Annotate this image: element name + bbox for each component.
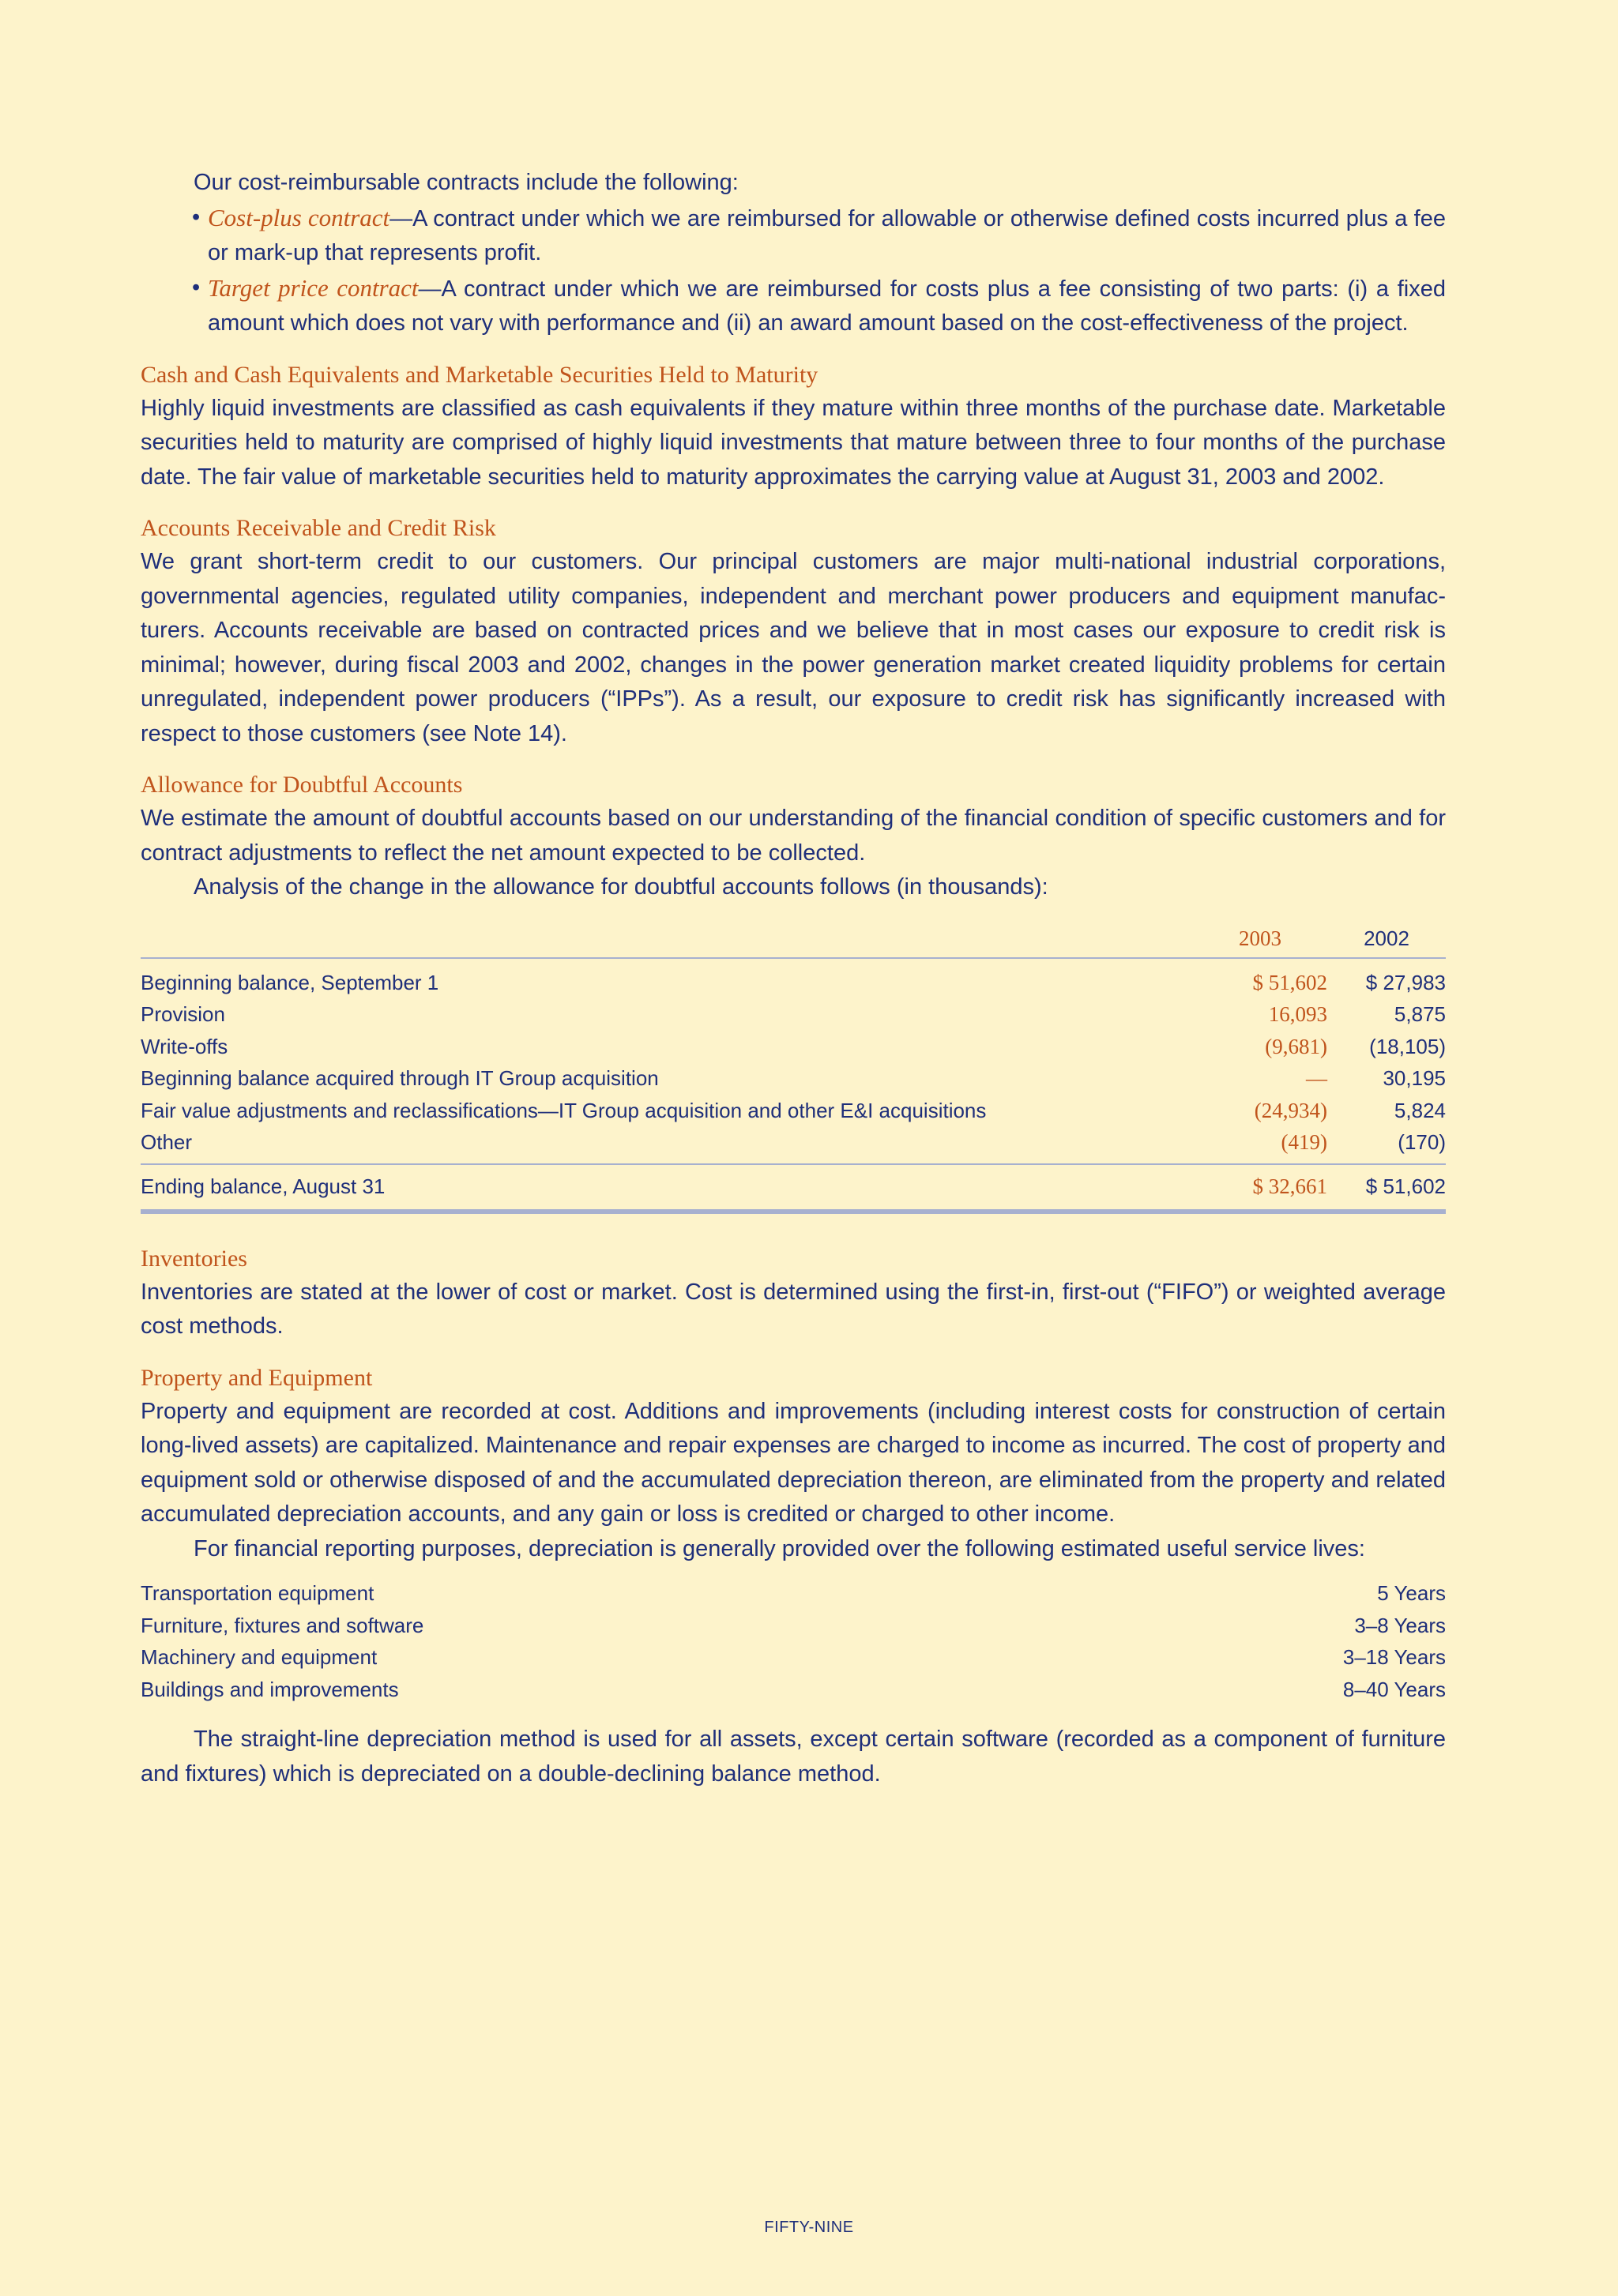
term-definition: —A contract under which we are reimbursed for allowable or otherwise defined costs incurred plus a fee or mark-up that represents profit.	[208, 205, 1446, 265]
list-item	[141, 1577, 1446, 1610]
table-total-row	[141, 1163, 1446, 1214]
analysis-intro: Analysis of the change in the allowance for doubtful accounts follows (in thousands):	[194, 874, 1048, 900]
asset-label: Buildings and improvements	[141, 1677, 399, 1701]
list-item	[141, 1674, 1446, 1706]
cell-2003: $ 32,661	[1252, 1174, 1327, 1199]
list-item	[141, 1641, 1446, 1674]
cell-2003: (24,934)	[1254, 1098, 1327, 1122]
section-body: We estimate the amount of doubtful accounts based on our understanding of the financial condition of specific customers and for contract adjustments to reflect the net amount expected to be collected.	[141, 806, 1446, 866]
cell-2003: (419)	[1281, 1130, 1327, 1154]
allowance-table	[141, 919, 1446, 1214]
section-body: Highly liquid investments are classified as cash equivalents if they mature within three months of the purchase date. Marketable securities held to maturity are comprised of highly liquid investments that mature between three to four months of the purchase date. The fair value of marketable securities held to maturity approximates the carrying value at August 31, 2003 and 2002.	[141, 395, 1446, 490]
bullet-icon: •	[192, 274, 201, 300]
table-row	[141, 1126, 1446, 1159]
column-header-2003: 2003	[1239, 926, 1281, 950]
cell-2002: 5,875	[1394, 1002, 1446, 1026]
cell-2002: (18,105)	[1369, 1034, 1446, 1058]
row-label: Beginning balance acquired through IT Group acquisition	[141, 1066, 659, 1090]
section-heading: Inventories	[141, 1245, 247, 1272]
section-heading: Cash and Cash Equivalents and Marketable Securities Held to Maturity	[141, 361, 818, 388]
intro-lead: Our cost-reimbursable contracts include the following:	[194, 170, 739, 195]
cell-2002: 30,195	[1383, 1066, 1446, 1090]
asset-label: Furniture, fixtures and software	[141, 1613, 424, 1637]
cell-2003: (9,681)	[1265, 1034, 1327, 1058]
cell-2002: $ 51,602	[1365, 1174, 1446, 1199]
table-row	[141, 998, 1446, 1031]
term-target-price: Target price contract	[208, 273, 419, 302]
asset-label: Machinery and equipment	[141, 1645, 378, 1669]
cell-2003: 16,093	[1268, 1002, 1327, 1026]
table-body	[141, 959, 1446, 1163]
section-body: We grant short-term credit to our customers. Our principal customers are major multi-national industrial corporations, governmental agencies, regulated utility companies, independent and merchant power producers and equipment manufac-turers. Accounts receivable are based on contracted prices and we believe that in most cases our exposure to credit risk is minimal; however, during fiscal 2003 and 2002, changes in the power generation market created liquidity problems for certain unregulated, independent power producers (“IPPs”). As a result, our exposure to credit risk has significantly increased with respect to those customers (see Note 14).	[141, 549, 1446, 746]
table-row	[141, 967, 1446, 999]
asset-life: 3–18 Years	[1342, 1645, 1446, 1669]
cell-2002: 5,824	[1394, 1098, 1446, 1122]
section-receivable	[141, 512, 1446, 751]
lives-intro: For financial reporting purposes, depreciation is generally provided over the following estimated useful service lives:	[194, 1535, 1365, 1561]
asset-life: 3–8 Years	[1354, 1613, 1446, 1637]
row-label: Fair value adjustments and reclassifications—IT Group acquisition and other E&I acquisitions	[141, 1098, 987, 1122]
section-body: Property and equipment are recorded at cost. Additions and improvements (including interest costs for construction of certain long-lived assets) are capitalized. Maintenance and repair expenses are charged to income as incurred. The cost of property and equipment sold or otherwise disposed of and the accumulated depreciation thereon, are eliminated from the property and related accumulated depreciation accounts, and any gain or loss is credited or charged to other income.	[141, 1398, 1446, 1527]
table-row	[141, 1031, 1446, 1063]
row-label: Beginning balance, September 1	[141, 970, 439, 994]
depreciation-note: The straight-line depreciation method is used for all assets, except certain software (recorded as a component of furniture and fixtures) which is depreciated on a double-declining balance method.	[141, 1727, 1446, 1787]
section-heading: Property and Equipment	[141, 1364, 373, 1391]
document-page	[141, 166, 1446, 1791]
section-heading: Accounts Receivable and Credit Risk	[141, 515, 496, 541]
table-header	[141, 919, 1446, 959]
section-allowance	[141, 768, 1446, 1214]
cell-2002: (170)	[1398, 1130, 1446, 1154]
section-property	[141, 1362, 1446, 1792]
section-inventories	[141, 1242, 1446, 1344]
contract-types-list	[141, 201, 1446, 341]
table-row	[141, 1062, 1446, 1095]
section-cash	[141, 359, 1446, 495]
asset-life: 8–40 Years	[1342, 1677, 1446, 1701]
row-label: Other	[141, 1130, 193, 1154]
cell-2003: —	[1306, 1066, 1327, 1090]
table-row	[141, 1095, 1446, 1127]
cell-2003: $ 51,602	[1252, 970, 1327, 994]
list-item	[141, 1610, 1446, 1642]
row-label: Provision	[141, 1002, 225, 1026]
useful-lives-list	[141, 1577, 1446, 1705]
term-cost-plus: Cost-plus contract	[208, 203, 390, 231]
asset-life: 5 Years	[1377, 1581, 1446, 1605]
term-definition: —A contract under which we are reimbursed for costs plus a fee consisting of two parts: (i) a fixed amount which does not vary with performance and (ii) an award amount based on the cost-effectiveness of the project.	[208, 276, 1446, 336]
column-header-2002: 2002	[1364, 926, 1409, 950]
list-item	[192, 201, 1446, 271]
page-number: FIFTY-NINE	[764, 2219, 854, 2236]
bullet-icon: •	[192, 204, 201, 230]
row-label: Ending balance, August 31	[141, 1174, 386, 1199]
list-item	[192, 271, 1446, 341]
cell-2002: $ 27,983	[1365, 970, 1446, 994]
section-heading: Allowance for Doubtful Accounts	[141, 772, 463, 798]
section-body: Inventories are stated at the lower of cost or market. Cost is determined using the first-in, first-out (“FIFO”) or weighted average cost methods.	[141, 1279, 1446, 1339]
asset-label: Transportation equipment	[141, 1581, 374, 1605]
row-label: Write-offs	[141, 1034, 228, 1058]
